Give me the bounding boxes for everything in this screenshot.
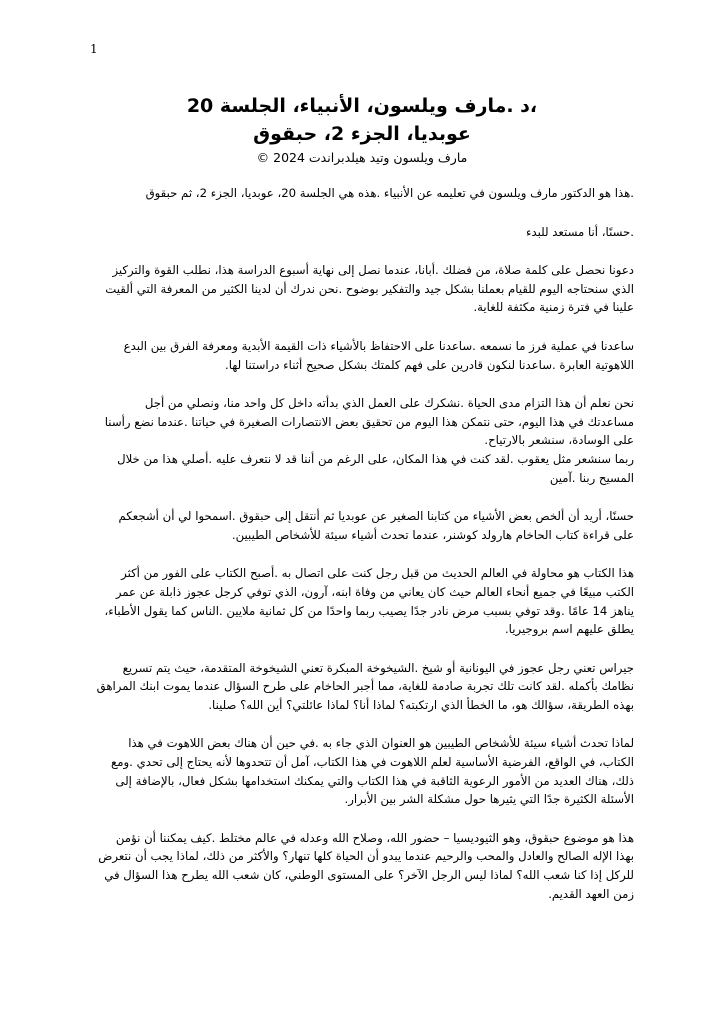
paragraph-summary-obadiah: حسنًا، أريد أن ألخص بعض الأشياء من كتابنا الصغير عن عوبديا ثم أنتقل إلى حبقوق .اسمحوا لي أن أشجعكم على قراءة كتاب الحاخام هارولد كوشنر، عندما تحدث أشياء سيئة للأشخاص الطيبين. [118, 509, 634, 542]
paragraph-prayer-closing: ربما سنشعر مثل يعقوب .لقد كنت في هذا المكان، على الرغم من أننا قد لا نتعرف عليه .أصلي هذا من خلال المسيح ربنا .آمين [117, 451, 634, 485]
page-number: 1 [90, 42, 98, 56]
paragraph-kushner-book: هذا الكتاب هو محاولة في العالم الحديث من قبل رجل كنت على اتصال به .أصبح الكتاب على الفور من أكثر الكتب مبيعًا في جميع أنحاء العالم حيث كان يعاني من وفاة ابنه، آرون، الذي توفي كرجل عجوز ذابلة عن عمر يناهز 14 عامًا .وقد توفي بسبب مرض نادر جدًا يصيب ربما واحدًا من كل ثمانية ملايين .الناس كما يقول الأطباء، يطلق عليهم اسم بروجيريا. [104, 566, 634, 637]
document-title-line-2: عوبديا، الجزء 2، حبقوق [253, 123, 471, 145]
paragraph-prayer-lifetime: نحن نعلم أن هذا التزام مدى الحياة .نشكرك على العمل الذي بدأته داخل كل واحد منا، ونصلي من أجل مساعدتك في هذا اليوم، حتى نتمكن هذا اليوم من تحقيق بعض الانتصارات الصغيرة في حياتنا .عندما نضع رأسنا على الوسادة، سنشعر بالارتياح. [104, 396, 634, 448]
document-title-line-1: ،د .مارف ويلسون، الأنبياء، الجلسة 20 [186, 95, 538, 117]
paragraph-prayer-sorting: ساعدنا في عملية فرز ما نسمعه .ساعدنا على الاحتفاظ بالأشياء ذات القيمة الأبدية ومعرفة الفرق بين البدع اللاهوتية العابرة .ساعدنا لنكون قادرين على فهم كلمتك بشكل صحيح أثناء دراستنا لها. [123, 338, 634, 372]
paragraph-prayer-opening: دعونا نحصل على كلمة صلاة، من فضلك .أبانا، عندما نصل إلى نهاية أسبوع الدراسة هذا، نطلب القوة والتركيز الذي سنحتاجه اليوم للقيام بعملنا بشكل جيد والتفكير بوضوح .نحن ندرك أن لدينا الكثير من المعرفة التي ألقيت علينا في فترة زمنية مكثفة للغاية. [105, 263, 634, 315]
document-header [96, 92, 628, 167]
document-author-copyright: مارف ويلسون وتيد هيلدبراندت 2024 © [256, 150, 468, 165]
paragraph-intro: .هذا هو الدكتور مارف ويلسون في تعليمه عن الأنبياء .هذه هي الجلسة 20، عوبديا، الجزء 2، ثم حبقوق [145, 186, 634, 200]
document-body [96, 184, 634, 923]
paragraph-theodicy: هذا هو موضوع حبقوق، وهو الثيوديسيا – حضور الله، وصلاح الله وعدله في عالم مختلط .كيف يمكننا أن نؤمن بهذا الإله الصالح والعادل والمحب والرحيم عندما يبدو أن الحياة كلها تنهار؟ والأكثر من ذلك، لماذا يجب أن نتعرض للركل إذا كنا شعب الله؟ لماذا ليس الرجل الآخر؟ على المستوى الوطني، كان شعب الله يطرح هذا السؤال في زمن العهد القديم. [98, 830, 634, 901]
paragraph-progeria: جيراس تعني رجل عجوز في اليونانية أو شيخ .الشيخوخة المبكرة تعني الشيخوخة المتقدمة، حيث يتم تسريع نظامك بأكمله .لقد كانت تلك تجربة صادمة للغاية، مما أجبر الحاخام على طرح السؤال عندما يموت ابنك المراهق بهذه الطريقة، سؤالك هو، ما الخطأ الذي ارتكبته؟ لماذا أنا؟ لماذا عائلتي؟ أين الله؟ صلينا. [96, 660, 634, 712]
paragraph-book-theology: لماذا تحدث أشياء سيئة للأشخاص الطيبين هو العنوان الذي جاء به .في حين أن هناك بعض اللاهوت في هذا الكتاب، في الواقع، الفرضية الأساسية لعلم اللاهوت في هذا الكتاب، آمل أن تتحدوها لأنه يحتاج إلى تحدي .ومع ذلك، هناك العديد من الأمور الرعوية الثاقبة في هذا الكتاب والتي يمكنك استخدامها بشكل فعال، بالإضافة إلى الأسئلة الكثيرة جدًا التي يثيرها حول مشكلة الشر بين الأبرار. [111, 736, 634, 807]
paragraph-ready: .حسنًا، أنا مستعد للبدء [525, 224, 634, 239]
